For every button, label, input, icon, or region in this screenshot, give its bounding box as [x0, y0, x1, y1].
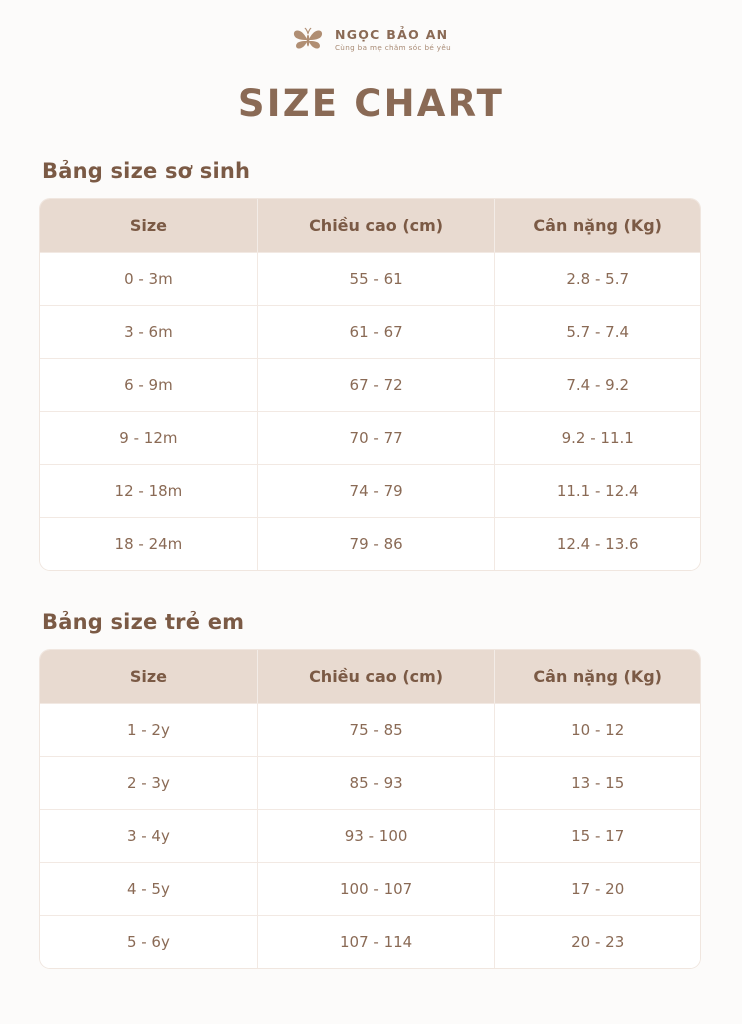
column-header-height: Chiều cao (cm) [258, 650, 496, 703]
cell-size: 4 - 5y [40, 862, 258, 915]
table-row [40, 252, 700, 305]
brand-header [40, 0, 702, 58]
cell-size: 0 - 3m [40, 252, 258, 305]
butterfly-logo-icon [291, 22, 325, 58]
cell-size: 6 - 9m [40, 358, 258, 411]
table-row [40, 756, 700, 809]
brand-name: NGỌC BẢO AN [334, 26, 449, 42]
table-header-row [40, 199, 700, 252]
cell-size: 1 - 2y [40, 703, 258, 756]
cell-height: 74 - 79 [258, 464, 496, 517]
section-newborn-sizes [40, 159, 702, 570]
column-header-size: Size [40, 650, 258, 703]
table-row [40, 862, 700, 915]
cell-height: 93 - 100 [258, 809, 496, 862]
cell-weight: 17 - 20 [495, 862, 700, 915]
cell-weight: 2.8 - 5.7 [495, 252, 700, 305]
table-row [40, 305, 700, 358]
table-row [40, 703, 700, 756]
cell-weight: 10 - 12 [495, 703, 700, 756]
cell-height: 67 - 72 [258, 358, 496, 411]
cell-size: 12 - 18m [40, 464, 258, 517]
table-row [40, 358, 700, 411]
column-header-weight: Cân nặng (Kg) [495, 199, 700, 252]
section-heading: Bảng size sơ sinh [42, 159, 251, 183]
page-title: SIZE CHART [237, 82, 505, 125]
cell-height: 70 - 77 [258, 411, 496, 464]
column-header-size: Size [40, 199, 258, 252]
cell-size: 9 - 12m [40, 411, 258, 464]
column-header-height: Chiều cao (cm) [258, 199, 496, 252]
cell-size: 3 - 6m [40, 305, 258, 358]
section-kids-sizes [40, 610, 702, 968]
cell-weight: 20 - 23 [495, 915, 700, 968]
cell-size: 2 - 3y [40, 756, 258, 809]
cell-size: 18 - 24m [40, 517, 258, 570]
cell-height: 61 - 67 [258, 305, 496, 358]
column-header-weight: Cân nặng (Kg) [495, 650, 700, 703]
cell-weight: 13 - 15 [495, 756, 700, 809]
table-row [40, 464, 700, 517]
cell-height: 85 - 93 [258, 756, 496, 809]
cell-weight: 15 - 17 [495, 809, 700, 862]
newborn-size-table [40, 199, 700, 570]
cell-size: 5 - 6y [40, 915, 258, 968]
table-row [40, 517, 700, 570]
table-row [40, 915, 700, 968]
cell-weight: 9.2 - 11.1 [495, 411, 700, 464]
brand-tagline: Cùng ba mẹ chăm sóc bé yêu [334, 43, 452, 53]
table-row [40, 809, 700, 862]
brand-text [335, 28, 451, 53]
section-heading: Bảng size trẻ em [42, 610, 245, 634]
cell-height: 75 - 85 [258, 703, 496, 756]
cell-height: 100 - 107 [258, 862, 496, 915]
cell-size: 3 - 4y [40, 809, 258, 862]
cell-height: 79 - 86 [258, 517, 496, 570]
cell-weight: 12.4 - 13.6 [495, 517, 700, 570]
table-row [40, 411, 700, 464]
cell-height: 55 - 61 [258, 252, 496, 305]
cell-height: 107 - 114 [258, 915, 496, 968]
cell-weight: 5.7 - 7.4 [495, 305, 700, 358]
kids-size-table [40, 650, 700, 968]
cell-weight: 11.1 - 12.4 [495, 464, 700, 517]
table-header-row [40, 650, 700, 703]
cell-weight: 7.4 - 9.2 [495, 358, 700, 411]
